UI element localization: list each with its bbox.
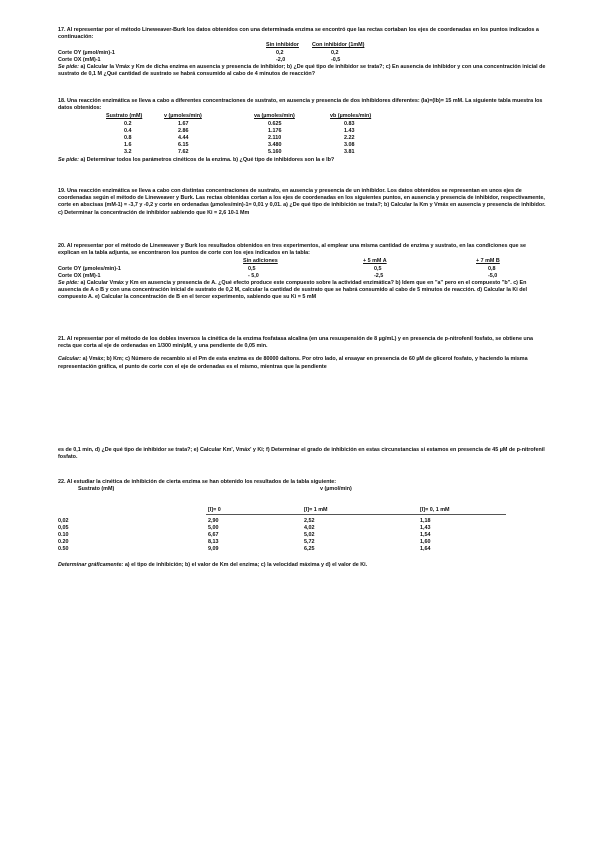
- p22-header-1: [I]= 0: [208, 507, 221, 514]
- p22-table-row: 0.50 9,09 6,25 1,64: [58, 546, 431, 553]
- problem-20: [58, 243, 546, 302]
- p17-row: Corte OY (µmol/min)-1 0,2 0,2: [58, 49, 339, 56]
- p18-table-row: 0.8 4.44 2.110 2.22: [124, 135, 355, 142]
- p22-sustrato-label: Sustrato (mM): [78, 486, 115, 493]
- p22-header-2: [I]= 1 mM: [304, 507, 328, 514]
- p20-header-3: + 7 mM B: [476, 258, 500, 265]
- p22-table-row: 0.10 6,67 5,02 1,54: [58, 531, 431, 538]
- p18-se-pide: a) Determinar todos los parámetros cinéticos de la enzima. b) ¿Qué tipo de inhibidores son Ia e Ib?: [80, 156, 335, 163]
- p18-se-pide-label: Se pide:: [58, 156, 79, 163]
- p17-header-2: Con inhibidor (1mM): [312, 42, 365, 49]
- p20-row: Corte OY (µmoles/min)-1 0,5 0,5 0,8: [58, 265, 496, 272]
- p20-header-1: Sin adiciones: [243, 258, 278, 265]
- p20-se-pide-label: Se pide:: [58, 279, 79, 286]
- problem-19: [58, 188, 546, 217]
- p22-header-3: [I]= 0, 1 mM: [420, 507, 450, 514]
- p18-table: Sustrato (mM) v (µmoles/min) va (µmoles/min) vb (µmoles/min) 0.2 1.67 0.625 0.83 0.4 2.86 1.176 1.43 0.8 4.44 2.110 2.22 1.6 6.15 3.480 3.08 3.2 7.62 5.160 3.81: [106, 113, 372, 156]
- problem-17-text: 17. Al representar por el método Lineweaver-Burk los datos obtenidos con una determinada enzima se encontró que las rectas cortaban los ejes de coordenadas en los puntos indicados a continuación:: [58, 27, 539, 41]
- p17-se-pide-label: Se pide:: [58, 63, 79, 70]
- p17-row: Corte OX (mM)-1 -2,0 -0,5: [58, 56, 341, 63]
- p20-row: Corte OX (mM)-1 - 5,0 -2,5 -5,0: [58, 272, 498, 279]
- p22-determinar: a) el tipo de inhibición; b) el valor de Km del enzima; c) la velocidad máxima y d) el valor de Ki.: [124, 561, 368, 568]
- p17-header-1: Sin inhibidor: [266, 42, 299, 49]
- problem-22: [58, 479, 546, 569]
- p17-se-pide: a) Calcular la Vmáx y Km de dicha enzima en ausencia y presencia de inhibidor; b) ¿De qué tipo de inhibidor se trata?; c) En ausencia de inhibidor y con una concentración inicial de sustrato de 0,1 M ¿Qué cantidad de sustrato se habrá consumido al cabo de 4 minutos de reacción?: [58, 63, 546, 78]
- p22-table-rule: [206, 514, 506, 515]
- problem-19-text: 19. Una reacción enzimática se lleva a cabo con distintas concentraciones de sustrato, en ausencia y presencia de un inhibidor. Los datos obtenidos se representan en unos ejes de coordenadas según el método de Lineweaver y Burk. Las rectas obtenidas cortan a los ejes de coordenadas en los siguientes puntos, en ausencia y presencia de inhibidor, respectivamente, corte en abscisas (mM-1) = -3,7 y -0,2 y corte en ordenadas (µmoles/min)-1= 0,01 y 0,01. a) ¿De qué tipo de inhibición se trata?; b) Calcular la Km y Vmáx en ausencia y presencia de inhibidor. c) Determinar la concentración de inhibidor sabiendo que Ki = 2,6 10-1 Mm: [58, 188, 546, 216]
- p22-v-label: v (µmol/min): [320, 486, 352, 493]
- p20-se-pide: a) Calcular Vmáx y Km en ausencia y presencia de A. ¿Qué efecto produce este compuesto sobre la actividad enzimática? b) Idem que en "a" pero en el compuesto "b". c) En ausencia de A o B y con una concentración inicial de sustrato de 0,2 M, calcular la cantidad de sustrato que se habrá consumido al cabo de 5 minutos de reacción. d) Calcular la Ki del compuesto A. e) Calcular la concentración de B en el tercer experimento, sabiendo que su Ki = 5 mM: [58, 279, 528, 301]
- problem-21: [58, 336, 546, 371]
- problem-21-continuation: [58, 447, 546, 461]
- problem-21-text: 21. Al representar por el método de los dobles inversos la cinética de la enzima fosfatasa alcalina (en una resuspensión de 8 µg/mL) y en presencia de p-nitrofenil fosfato, se obtiene una recta que corta al eje de ordenadas en 1/300 min/µM, y una pendiente de 0,05 min.: [58, 336, 534, 350]
- problem-18: [58, 98, 546, 164]
- p21-continuation-text: es de 0,1 min, d) ¿De qué tipo de inhibidor se trata?; e) Calcular Km', Vmáx' y Ki; f) Determinar el grado de inhibición en estas circunstancias si estamos en presencia de 45 µM de p-nitrofenil fosfato.: [58, 447, 545, 461]
- p18-table-row: 0.4 2.86 1.176 1.43: [124, 127, 355, 134]
- p22-table-row: 0,05 5,00 4,02 1,43: [58, 524, 431, 531]
- problem-18-text: 18. Una reacción enzimática se lleva a cabo a diferentes concentraciones de sustrato, en ausencia y presencia de dos inhibidores diferentes: (Ia)=(Ib)= 15 mM. La siguiente tabla muestra los datos obtenidos:: [58, 98, 543, 112]
- problem-20-text: 20. Al representar por el método de Lineweaver y Burk los resultados obtenidos en tres experimentos, al emplear una misma cantidad de enzima y sustrato, en las condiciones que se explican en la tabla adjunta, se encontraron los puntos de corte con los ejes indicados en la tabla:: [58, 243, 527, 257]
- p22-table-row: 0,02 2,90 2,52 1,18: [58, 517, 431, 524]
- p21-calcular: a) Vmáx; b) Km; c) Número de recambio si el Pm de esta enzima es de 80000 daltons. Por otro lado, al ensayar en presencia de 60 µM de glicerol fosfato, y haciendo la misma representación gráfica, el punto de corte con el eje de ordenadas es el mismo, mientras que la pendiente: [58, 356, 528, 370]
- p20-header-2: + 5 mM A: [363, 258, 387, 265]
- p18-table-row: 3.2 7.62 5.160 3.81: [124, 149, 355, 156]
- p22-determinar-label: Determinar gráficamente:: [58, 561, 124, 568]
- p18-table-row: 0.2 1.67 0.625 0.83: [124, 120, 355, 127]
- p22-table-row: 0.20 8,13 5,72 1,60: [58, 539, 431, 546]
- problem-17: [58, 27, 546, 78]
- p18-table-row: 1.6 6.15 3.480 3.08: [124, 142, 355, 149]
- p21-calcular-label: Calcular:: [58, 356, 82, 363]
- problem-22-text: 22. Al estudiar la cinética de inhibición de cierta enzima se han obtenido los resultados de la tabla siguiente:: [58, 479, 337, 485]
